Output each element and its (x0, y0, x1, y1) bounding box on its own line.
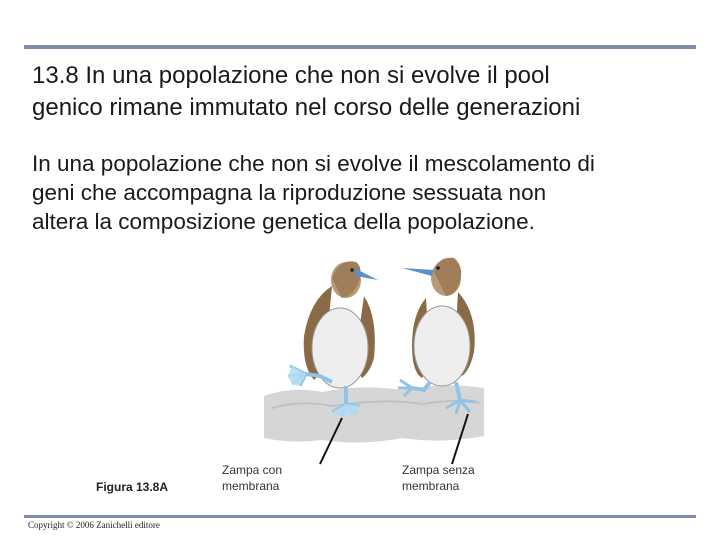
title-line-2: genico rimane immutato nel corso delle generazioni (32, 94, 581, 121)
booby-birds-illustration (262, 248, 487, 466)
caption-right-line-2: membrana (402, 479, 460, 493)
body-line-2: geni che accompagna la riproduzione sessuata non (32, 180, 547, 205)
caption-webbed-foot (222, 462, 282, 494)
top-divider (24, 45, 696, 49)
caption-unwebbed-foot (402, 462, 475, 494)
body-line-1: In una popolazione che non si evolve il mescolamento di (32, 151, 595, 176)
caption-left-line-1: Zampa con (222, 463, 283, 477)
caption-left-line-2: membrana (222, 479, 280, 493)
slide-body (32, 149, 702, 236)
rock-ground (264, 385, 484, 442)
caption-right-line-1: Zampa senza (402, 463, 475, 477)
copyright-notice: Copyright © 2006 Zanichelli editore (28, 520, 160, 530)
slide-title (32, 60, 702, 124)
title-line-1: 13.8 In una popolazione che non si evolve il pool (32, 62, 550, 89)
bottom-divider (24, 515, 696, 518)
body-line-3: altera la composizione genetica della popolazione. (32, 209, 535, 234)
figure-label: Figura 13.8A (96, 480, 169, 494)
